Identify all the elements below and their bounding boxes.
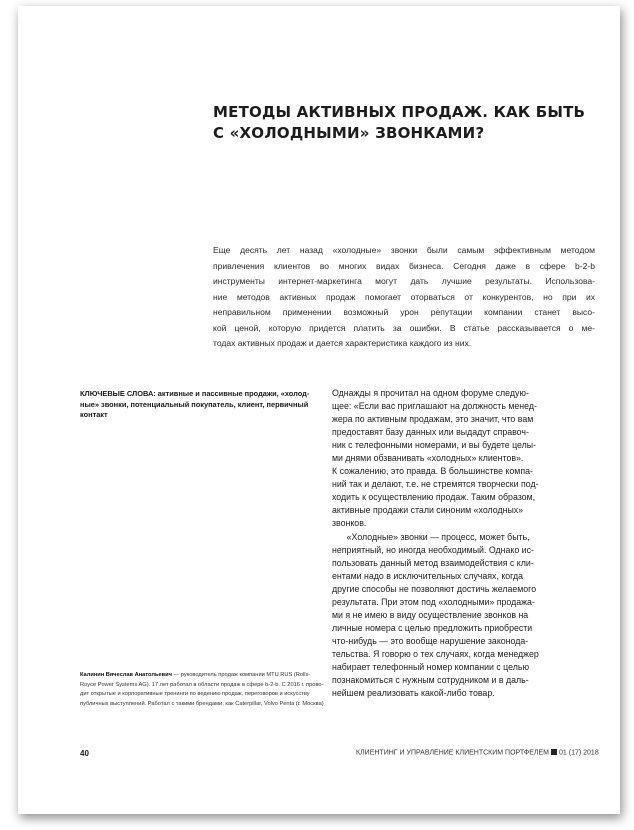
author-line: дит открытые и корпоративные тренинги по ведению продаж, переговоров и искусству xyxy=(80,691,310,698)
body-line: предоставят базу данных или выдадут справоч- xyxy=(332,427,529,438)
abstract-line: тодах активных продаж и дается характеристика каждого из них. xyxy=(213,338,472,348)
author-note xyxy=(80,671,336,709)
author-name: Калинин Вячеслав Анатольевич xyxy=(80,672,172,678)
body-line: ентами надо в исключительных случаях, когда xyxy=(332,570,524,581)
body-line: ходить к осуществлению продаж. Таким образом, xyxy=(332,492,536,503)
keywords-line: ные» звонки, потенциальный покупатель, клиент, первичный xyxy=(80,399,309,409)
body-line: звонков. xyxy=(332,518,367,529)
keywords-line: КЛЮЧЕВЫЕ СЛОВА: активные и пассивные продажи, «холод- xyxy=(80,389,310,398)
body-line: К сожалению, это правда. В большинстве компа- xyxy=(332,466,533,477)
body-line: набирает телефонный номер компании с целью xyxy=(332,661,530,672)
journal-issue: 01 (17) 2018 xyxy=(559,749,599,757)
body-line: неприятный, но иногда необходимый. Однако ис- xyxy=(332,544,534,555)
author-bio-start: — руководитель продаж компании MTU RUS (Rolls- xyxy=(171,672,311,678)
body-line: «Холодные» звонки — процесс, может быть, xyxy=(332,531,530,542)
body-line: щее: «Если вас приглашают на должность менед- xyxy=(332,401,537,412)
body-line: активные продажи стали синоним «холодных» xyxy=(332,505,524,516)
journal-footer xyxy=(356,749,599,757)
article-title xyxy=(213,102,593,144)
body-line: пользовать данный метод взаимодействия с кли- xyxy=(332,557,534,568)
journal-name: КЛИЕНТИНГ И УПРАВЛЕНИЕ КЛИЕНТСКИМ ПОРТФЕЛЕМ xyxy=(356,749,550,757)
author-line: Royce Power Systems AG). 17 лет работал в области продаж в сфере b-2-b. С 2016 г. прово- xyxy=(80,681,324,688)
body-line: ник с телефонными номерами, и вы будете целы- xyxy=(332,440,537,451)
body-line: личные номера с целью предложить приобрести xyxy=(332,622,533,633)
abstract-line: неправильном применении возможный урон репутации компании станет высо- xyxy=(213,307,595,317)
keywords-block xyxy=(80,389,314,421)
abstract-line: инструменты интернет-маркетинга могут дать лучшие результаты. Использова- xyxy=(213,276,595,286)
body-line: результата. При этом под «холодными» продажа- xyxy=(332,596,535,607)
journal-page xyxy=(18,6,620,814)
body-line: ний так и делают, т.е. не стремятся творчески под- xyxy=(332,479,539,490)
article-body xyxy=(332,387,594,700)
abstract-line: кой ценой, которую придется платить за ошибки. В статье рассказывается о ме- xyxy=(213,322,595,333)
square-bullet-icon xyxy=(551,749,557,755)
author-line: публичных выступлений. Работал с такими брендами, как Caterpillar, Volvo Penta (г. Москва) xyxy=(80,700,324,707)
body-line: тельства. Я говорю о тех случаях, когда менеджер xyxy=(332,648,539,659)
body-line: познакомиться с нужным сотрудником и в даль- xyxy=(332,675,529,686)
body-line: Однажды я прочитал на одном форуме следую- xyxy=(332,388,529,398)
body-line: ми я не имею в виду осуществление звонков на xyxy=(332,609,529,620)
abstract-line: привлечения клиентов во многих видах бизнеса. Сегодня даже в сфере b-2-b xyxy=(213,260,595,271)
body-line: другие способы не позволяют достичь желаемого xyxy=(332,583,537,594)
article-abstract xyxy=(213,243,595,352)
body-line: ми днями обзванивать «холодных» клиентов». xyxy=(332,453,524,464)
body-line: жера по активным продажам, это значит, что вам xyxy=(332,414,534,425)
abstract-line: Еще десять лет назад «холодные» звонки были самым эффективным методом xyxy=(213,245,595,255)
keywords-line: контакт xyxy=(80,410,108,419)
page-number: 40 xyxy=(80,749,89,758)
body-line: нейшем реализовать какой-либо товар. xyxy=(332,688,495,699)
author-line xyxy=(80,671,336,681)
body-line: что-нибудь — это вообще нарушение законода- xyxy=(332,635,529,646)
title-line: С «ХОЛОДНЫМИ» ЗВОНКАМИ? xyxy=(213,124,485,142)
title-line: МЕТОДЫ АКТИВНЫХ ПРОДАЖ. КАК БЫТЬ xyxy=(213,103,586,121)
abstract-line: ние методов активных продаж помогает оторваться от конкурентов, но при их xyxy=(213,291,595,302)
